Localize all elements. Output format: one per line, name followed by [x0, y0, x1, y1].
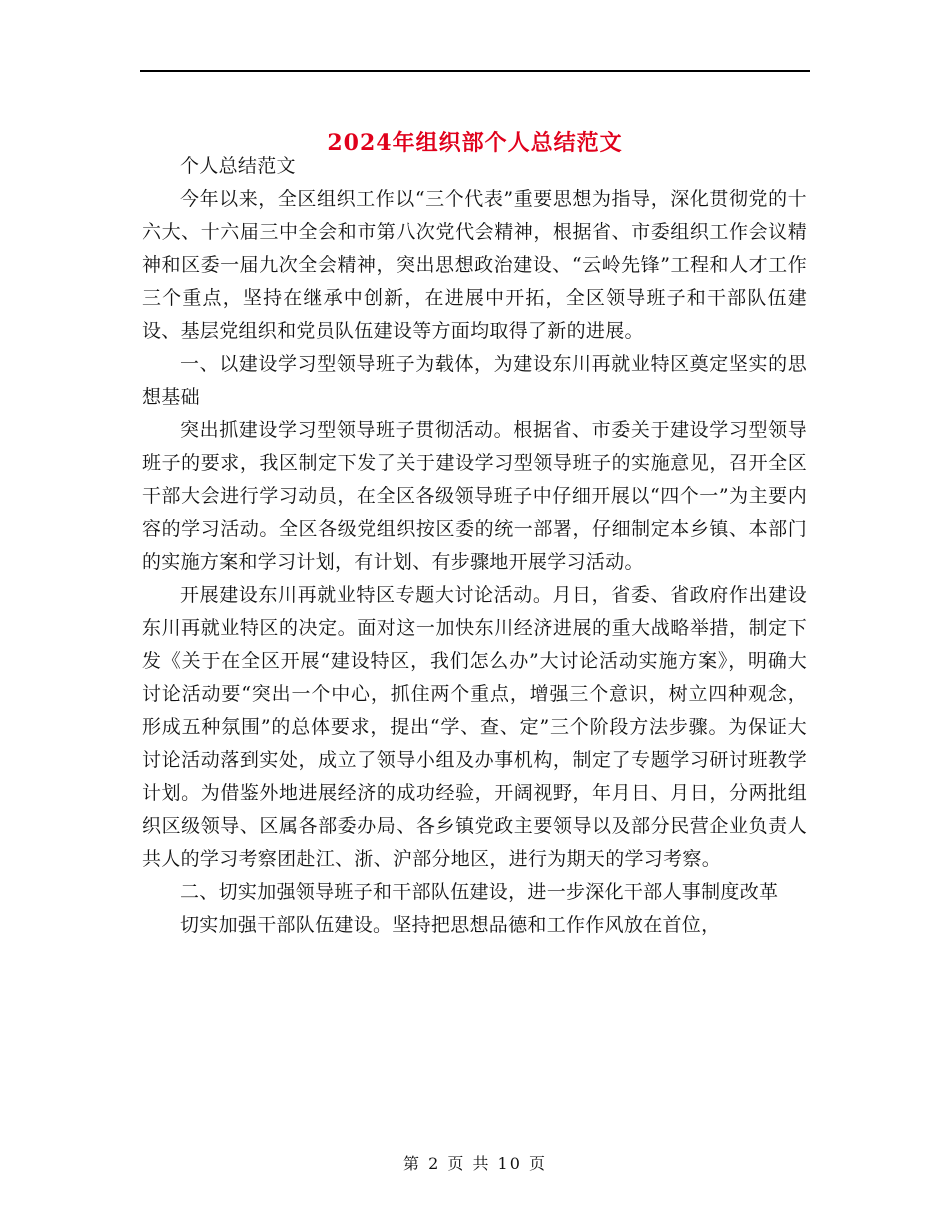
- paragraph-intro: 今年以来，全区组织工作以“三个代表”重要思想为指导，深化贯彻党的十六大、十六届三中全会和市第八次党代会精神，根据省、市委组织工作会议精神和区委一届九次全会精神，突出思想政治建设、“云岭先锋”工程和人才工作三个重点，坚持在继承中创新，在进展中开拓，全区领导班子和干部队伍建设、基层党组织和党员队伍建设等方面均取得了新的进展。: [142, 188, 807, 342]
- section-heading-1: 一、以建设学习型领导班子为载体，为建设东川再就业特区奠定坚实的思想基础: [142, 353, 807, 408]
- document-title: 2024年组织部个人总结范文: [327, 129, 623, 156]
- paragraph-cadre-building: 切实加强干部队伍建设。坚持把思想品德和工作作风放在首位，: [180, 914, 721, 936]
- header-rule: [140, 70, 810, 72]
- paragraph-learning-activity: 突出抓建设学习型领导班子贯彻活动。根据省、市委关于建设学习型领导班子的要求，我区制定下发了关于建设学习型领导班子的实施意见，召开全区干部大会进行学习动员，在全区各级领导班子中仔细开展以“四个一”为主要内容的学习活动。全区各级党组织按区委的统一部署，仔细制定本乡镇、本部门的实施方案和学习计划，有计划、有步骤地开展学习活动。: [142, 419, 807, 573]
- page-number: 第 2 页 共 10 页: [403, 1154, 547, 1173]
- document-body: [142, 150, 807, 942]
- section-heading-2: 二、切实加强领导班子和干部队伍建设，进一步深化干部人事制度改革: [180, 881, 779, 903]
- paragraph-subtitle: 个人总结范文: [180, 155, 296, 177]
- paragraph-discussion-activity: 开展建设东川再就业特区专题大讨论活动。月日，省委、省政府作出建设东川再就业特区的决定。面对这一加快东川经济进展的重大战略举措，制定下发《关于在全区开展“建设特区，我们怎么办”大讨论活动实施方案》，明确大讨论活动要“突出一个中心，抓住两个重点，增强三个意识，树立四种观念，形成五种氛围”的总体要求，提出“学、查、定”三个阶段方法步骤。为保证大讨论活动落到实处，成立了领导小组及办事机构，制定了专题学习研讨班教学计划。为借鉴外地进展经济的成功经验，开阔视野，年月日、月日，分两批组织区级领导、区属各部委办局、各乡镇党政主要领导以及部分民营企业负责人共人的学习考察团赴江、浙、沪部分地区，进行为期天的学习考察。: [142, 584, 807, 870]
